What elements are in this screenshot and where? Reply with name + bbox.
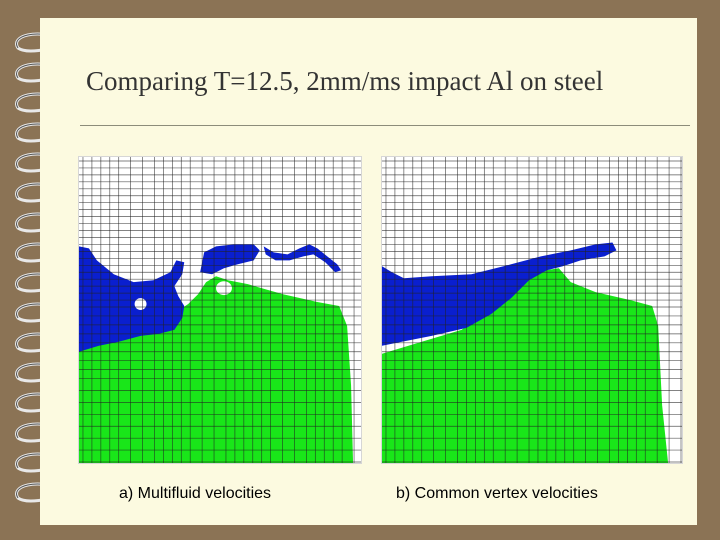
multifluid-velocity-plot <box>79 157 361 463</box>
simulation-panel-multifluid <box>78 156 362 464</box>
caption-common-vertex: b) Common vertex velocities <box>396 485 598 502</box>
common-vertex-velocity-plot <box>382 157 682 463</box>
aluminum-region-island <box>200 244 260 274</box>
slide-title: Comparing T=12.5, 2mm/ms impact Al on steel <box>86 66 604 96</box>
title-divider <box>80 125 690 126</box>
caption-multifluid: a) Multifluid velocities <box>119 485 272 502</box>
simulation-panel-common-vertex <box>381 156 683 464</box>
